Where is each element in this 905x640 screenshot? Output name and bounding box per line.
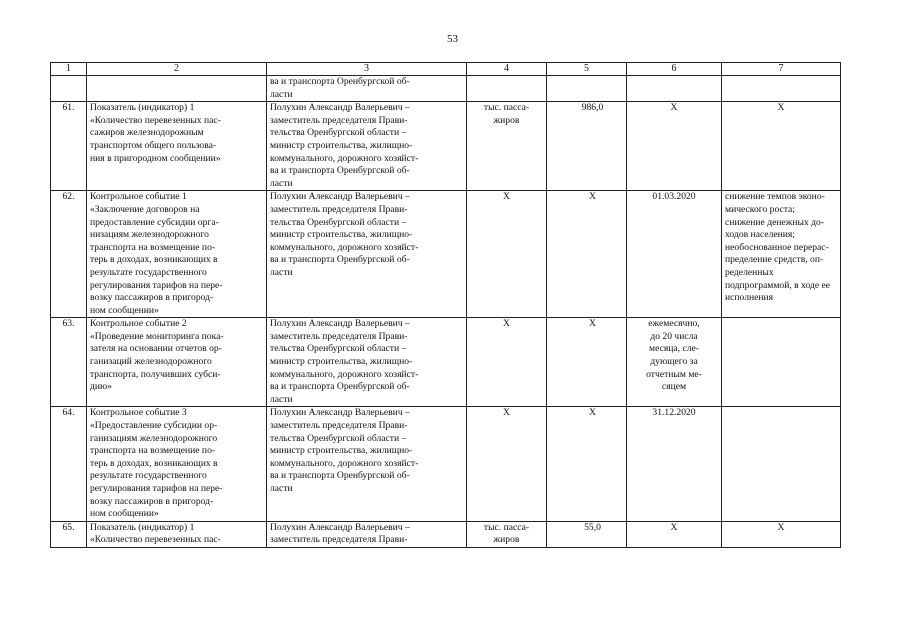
- text-line: ласти: [270, 483, 293, 494]
- text-line: транспорта на возмещение по-: [90, 241, 216, 253]
- cell-responsible: [267, 76, 467, 102]
- text-line: Х: [503, 318, 510, 330]
- cell-responsible: [267, 102, 467, 191]
- cell-name: [87, 318, 267, 407]
- text-line: регулирования тарифов на пере-: [90, 279, 223, 291]
- text-line: ном сообщении»: [90, 304, 159, 316]
- cell-risks: [722, 318, 841, 407]
- text-line: ганизаций железнодорожного: [90, 356, 212, 368]
- text-line: коммунального, дорожного хозяйст-: [270, 241, 419, 253]
- table-row: [51, 521, 841, 547]
- cell-responsible: [267, 521, 467, 547]
- cell-date: [627, 191, 722, 318]
- text-line: «Заключение договоров на: [90, 203, 200, 215]
- text-line: тельства Оренбургской области –: [270, 216, 407, 228]
- table-row: [51, 102, 841, 191]
- text-line: Х: [670, 102, 678, 114]
- text-line: коммунального, дорожного хозяйст-: [270, 368, 419, 380]
- cell-value: [547, 76, 627, 102]
- column-header-6: 6: [627, 63, 722, 76]
- text-line: Х: [503, 407, 510, 419]
- table-row: [51, 191, 841, 318]
- text-line: ном сообщении»: [90, 508, 159, 520]
- text-line: отчетным ме-: [646, 368, 702, 380]
- cell-value: [547, 102, 627, 191]
- text-line: Х: [670, 521, 678, 533]
- text-line: зателя на основании отчетов ор-: [90, 343, 222, 355]
- text-line: до 20 числа: [650, 330, 698, 342]
- text-line: коммунального, дорожного хозяйст-: [270, 457, 419, 469]
- text-line: транспортом общего пользова-: [90, 139, 217, 151]
- text-line: ва и транспорта Оренбургской об-: [270, 381, 410, 393]
- row-number: 61.: [51, 102, 87, 191]
- text-line: заместитель председателя Прави-: [270, 534, 408, 546]
- text-line: ва и транспорта Оренбургской об-: [270, 76, 410, 87]
- value-text: Х: [589, 191, 596, 203]
- cell-name: [87, 407, 267, 521]
- text-line: «Предоставление субсидии ор-: [90, 420, 218, 432]
- text-line: Контрольное событие 2: [90, 318, 187, 330]
- text-line: низациям железнодорожного: [90, 229, 209, 241]
- column-header-2: 2: [87, 63, 267, 76]
- cell-date: [627, 76, 722, 102]
- text-line: заместитель председателя Прави-: [270, 203, 408, 215]
- cell-risks: [722, 191, 841, 318]
- column-header-3: 3: [267, 63, 467, 76]
- cell-risks: [722, 102, 841, 191]
- cell-unit: [467, 76, 547, 102]
- text-line: Контрольное событие 1: [90, 191, 187, 203]
- text-line: терь в доходах, возникающих в: [90, 457, 218, 469]
- value-text: Х: [589, 318, 596, 330]
- row-number: 64.: [51, 407, 87, 521]
- text-line: сажиров железнодорожным: [90, 127, 204, 139]
- text-line: жиров: [493, 534, 520, 546]
- text-line: месяца, сле-: [649, 343, 699, 355]
- text-line: тыс. пасса-: [483, 102, 530, 114]
- text-line: министр строительства, жилищно-: [270, 445, 413, 457]
- text-line: предоставление субсидии орга-: [90, 216, 219, 228]
- cell-num: [51, 76, 87, 102]
- text-line: тыс. пасса-: [483, 521, 530, 533]
- text-line: 31.12.2020: [652, 407, 696, 419]
- text-line: дующего за: [650, 356, 698, 368]
- column-header-4: 4: [467, 63, 547, 76]
- text-line: ежемесячно,: [648, 318, 700, 330]
- cell-name: [87, 521, 267, 547]
- text-line: тельства Оренбургской области –: [270, 127, 407, 139]
- column-header-7: 7: [722, 63, 841, 76]
- text-line: терь в доходах, возникающих в: [90, 254, 218, 266]
- text-line: дию»: [90, 381, 112, 393]
- text-line: ласти: [270, 266, 293, 278]
- cell-date: [627, 102, 722, 191]
- text-line: тельства Оренбургской области –: [270, 432, 407, 444]
- text-line: исполнения: [725, 292, 774, 304]
- cell-name: [87, 76, 267, 102]
- row-number: 62.: [51, 191, 87, 318]
- text-line: ния в пригородном сообщении»: [90, 152, 221, 164]
- text-line: подпрограммой, в ходе ее: [725, 279, 831, 291]
- cell-value: [547, 191, 627, 318]
- cell-date: [627, 521, 722, 547]
- text-line: Х: [777, 521, 785, 533]
- cell-risks: [722, 407, 841, 521]
- text-line: ласти: [270, 177, 293, 189]
- cell-name: [87, 191, 267, 318]
- text-line: Полухин Александр Валерьевич –: [270, 407, 410, 419]
- text-line: ганизациям железнодорожного: [90, 432, 218, 444]
- text-line: Полухин Александр Валерьевич –: [270, 521, 410, 533]
- cell-name: [87, 102, 267, 191]
- row-number: 63.: [51, 318, 87, 407]
- cell-date: [627, 318, 722, 407]
- column-number-header-row: [51, 63, 841, 76]
- text-line: снижение темпов эконо-: [725, 191, 825, 203]
- text-line: заместитель председателя Прави-: [270, 420, 408, 432]
- cell-unit: [467, 102, 547, 191]
- text-line: Полухин Александр Валерьевич –: [270, 102, 410, 114]
- text-line: «Количество перевезенных пас-: [90, 114, 221, 126]
- cell-value: [547, 318, 627, 407]
- cell-risks: [722, 521, 841, 547]
- text-line: 01.03.2020: [652, 191, 696, 203]
- text-line: заместитель председателя Прави-: [270, 330, 408, 342]
- cell-risks: [722, 76, 841, 102]
- document-table: [50, 62, 841, 548]
- text-line: снижение денежных до-: [725, 216, 825, 228]
- text-line: Полухин Александр Валерьевич –: [270, 191, 410, 203]
- text-line: ределенных: [725, 266, 774, 278]
- column-header-5: 5: [547, 63, 627, 76]
- table-row: [51, 318, 841, 407]
- text-line: необоснованное перерас-: [725, 241, 829, 253]
- cell-unit: [467, 521, 547, 547]
- text-line: Х: [503, 191, 510, 203]
- page-number: 53: [447, 33, 458, 45]
- text-line: результате государственного: [90, 470, 207, 482]
- text-line: Контрольное событие 3: [90, 407, 187, 419]
- text-line: жиров: [493, 114, 520, 126]
- text-line: коммунального, дорожного хозяйст-: [270, 152, 419, 164]
- cell-responsible: [267, 407, 467, 521]
- text-line: ва и транспорта Оренбургской об-: [270, 254, 410, 266]
- text-line: регулирования тарифов на пере-: [90, 483, 223, 494]
- text-line: Полухин Александр Валерьевич –: [270, 318, 410, 330]
- cell-unit: [467, 318, 547, 407]
- value-text: 986,0: [581, 102, 604, 114]
- text-line: мического роста;: [725, 203, 795, 215]
- text-line: ходов населения;: [725, 229, 795, 241]
- text-line: министр строительства, жилищно-: [270, 139, 413, 151]
- text-line: транспорта на возмещение по-: [90, 445, 216, 457]
- text-line: «Проведение мониторинга пока-: [90, 330, 224, 342]
- text-line: ласти: [270, 88, 293, 100]
- text-line: сяцем: [661, 381, 687, 393]
- table-row: [51, 407, 841, 521]
- cell-unit: [467, 191, 547, 318]
- text-line: заместитель председателя Прави-: [270, 114, 408, 126]
- text-line: результате государственного: [90, 266, 207, 278]
- text-line: «Количество перевезенных пас-: [90, 534, 221, 546]
- text-line: транспорта, получивших субси-: [90, 368, 221, 380]
- column-header-1: 1: [51, 63, 87, 76]
- value-text: 55,0: [584, 521, 601, 533]
- text-line: Показатель (индикатор) 1: [90, 102, 195, 114]
- cell-value: [547, 521, 627, 547]
- text-line: Х: [777, 102, 785, 114]
- text-line: министр строительства, жилищно-: [270, 356, 413, 368]
- cell-value: [547, 407, 627, 521]
- cell-responsible: [267, 191, 467, 318]
- cell-responsible: [267, 318, 467, 407]
- continuation-row: [51, 76, 841, 102]
- text-line: возку пассажиров в пригород-: [90, 495, 214, 507]
- value-text: Х: [589, 407, 596, 419]
- text-line: министр строительства, жилищно-: [270, 229, 413, 241]
- cell-date: [627, 407, 722, 521]
- text-line: тельства Оренбургской области –: [270, 343, 407, 355]
- text-line: возку пассажиров в пригород-: [90, 292, 214, 304]
- text-line: ва и транспорта Оренбургской об-: [270, 165, 410, 177]
- text-line: пределение средств, оп-: [725, 254, 824, 266]
- text-line: ласти: [270, 393, 293, 405]
- text-line: ва и транспорта Оренбургской об-: [270, 470, 410, 482]
- text-line: Показатель (индикатор) 1: [90, 521, 195, 533]
- row-number: 65.: [51, 521, 87, 547]
- cell-unit: [467, 407, 547, 521]
